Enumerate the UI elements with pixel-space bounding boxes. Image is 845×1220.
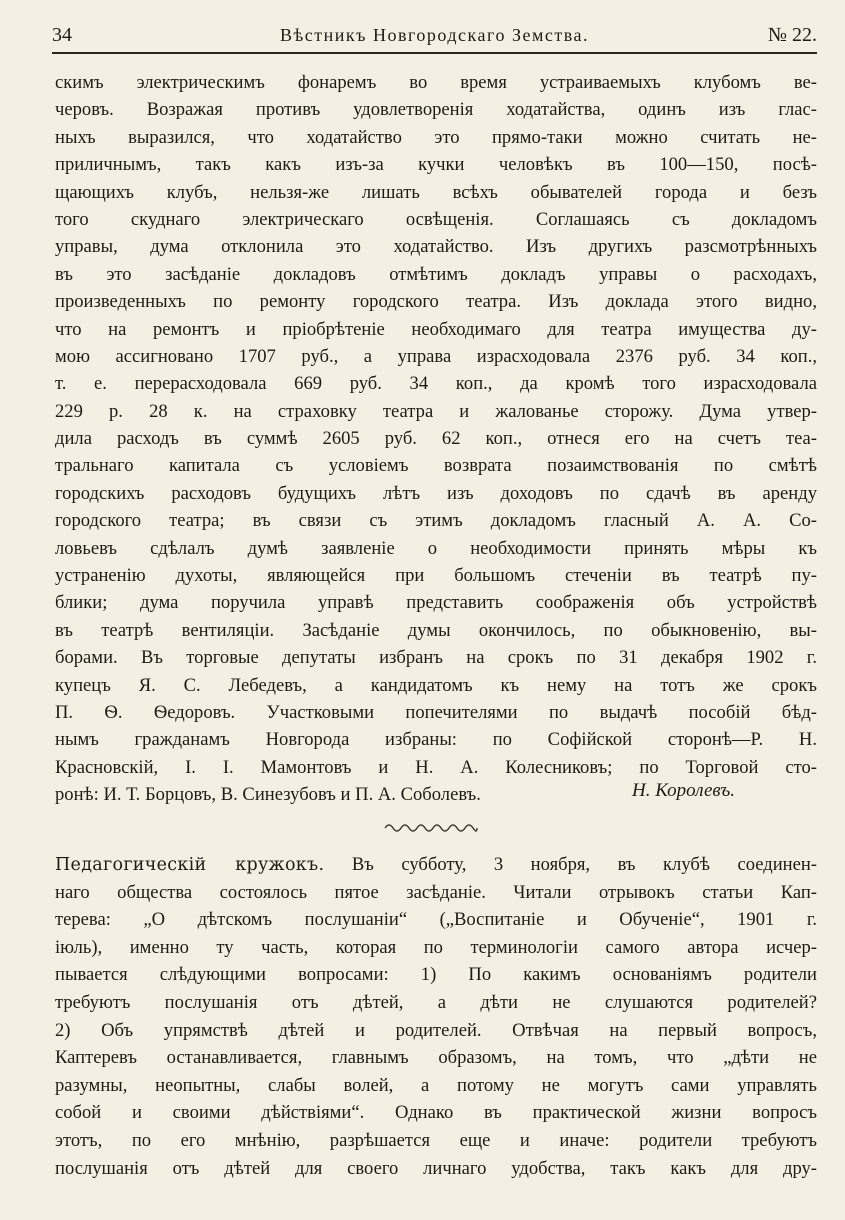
article-body-2-lines [55,879,817,1183]
text-line: ловьевъ сдѣлалъ думѣ заявленіе о необходимости принять мѣры къ [55,537,817,559]
page-header [52,18,817,54]
text-line: т. е. перерасходовала 669 руб. 34 коп., да кромѣ того израсходовала [55,373,817,395]
text-line: борами. Въ торговые депутаты избранъ на срокъ по 31 декабря 1902 г. [55,647,817,669]
text-line: тральнаго капитала съ условіемъ возврата позаимствованія по смѣтѣ [55,455,817,477]
article-body-1 [55,69,817,809]
text-line: скимъ электрическимъ фонаремъ во время устраиваемыхъ клубомъ ве- [55,72,817,93]
text-line: щающихъ клубъ, нельзя-же лишать всѣхъ обывателей города и безъ [55,181,817,203]
text-line: что на ремонтъ и пріобрѣтеніе необходимаго для театра имущества ду- [55,318,817,340]
page-number: 34 [52,24,72,46]
running-title: Вѣстникъ Новгородскаго Земства. [280,25,589,45]
text-line: мою ассигновано 1707 руб., а управа израсходовала 2376 руб. 34 коп., [55,345,817,367]
text-line: ронѣ: И. Т. Борцовъ, В. Синезубовъ и П. А. Соболевъ. [55,784,481,806]
text-line: 2) Объ упрямствѣ дѣтей и родителей. Отвѣчая на первый вопросъ, [55,1019,817,1041]
article-body-2 [55,851,817,1182]
first-line-text: Въ субботу, 3 ноября, въ клубѣ соединен- [351,854,817,875]
text-line: купецъ Я. С. Лебедевъ, а кандидатомъ къ нему на тотъ же срокъ [55,674,817,696]
text-line: управы, дума отклонила это ходатайство. Изъ другихъ разсмотрѣнныхъ [55,236,817,258]
text-line: П. Ѳ. Ѳедоровъ. Участковыми попечителями по выдачѣ пособій бѣд- [55,701,817,723]
text-line: въ это засѣданіе докладовъ отмѣтимъ докладъ управы о расходахъ, [55,263,817,285]
issue-number: № 22. [767,24,817,46]
text-line: пывается слѣдующими вопросами: 1) По какимъ основаніямъ родители [55,964,817,986]
text-line: разумны, неопытны, слабы волей, а потому не могутъ сами управлять [55,1074,817,1096]
text-line: произведенныхъ по ремонту городского театра. Изъ доклада этого видно, [55,291,817,313]
text-line: устраненію духоты, являющейся при большомъ стеченіи въ театрѣ пу- [55,565,817,587]
text-line: городскихъ расходовъ будущихъ лѣтъ изъ доходовъ по сдачѣ въ аренду [55,482,817,504]
author-signature: Н. Королевъ. [632,780,735,801]
paragraph-first-line [55,851,817,879]
text-line: 229 р. 28 к. на страховку театра и жалованье сторожу. Дума утвер- [55,400,817,422]
text-line: въ театрѣ вентиляціи. Засѣданіе думы окончилось, по обыкновенію, вы- [55,619,817,641]
text-line: послушанія отъ дѣтей для своего личнаго удобства, такъ какъ для дру- [55,1157,817,1179]
text-line: ныхъ выразился, что ходатайство это прямо-таки можно считать не- [55,126,817,148]
text-line: наго общества состоялось пятое засѣданіе. Читали отрывокъ статьи Кап- [55,881,817,903]
text-line: блики; дума поручила управѣ представить соображенія объ устройствѣ [55,592,817,614]
text-line: собой и своими дѣйствіями“. Однако въ практической жизни вопросъ [55,1102,817,1124]
text-line: черовъ. Возражая противъ удовлетворенія ходатайства, одинъ изъ глас- [55,99,817,121]
text-line: іюль), именно ту часть, которая по терминологіи самого автора исчер- [55,936,817,958]
ornament-divider [383,822,479,834]
text-line: Каптеревъ останавливается, главнымъ образомъ, на томъ, что „дѣти не [55,1047,817,1069]
text-line: того скуднаго электрическаго освѣщенія. Соглашаясь съ докладомъ [55,208,817,230]
section-heading: Педагогическій кружокъ. [55,855,325,875]
text-line: терева: „О дѣтскомъ послушаніи“ („Воспитаніе и Обученіе“, 1901 г. [55,909,817,931]
text-line: нымъ гражданамъ Новгорода избраны: по Софійской сторонѣ—Р. Н. [55,729,817,751]
text-line: Красновскій, I. I. Мамонтовъ и Н. А. Колесниковъ; по Торговой сто- [55,756,817,778]
text-line: дила расходъ въ суммѣ 2605 руб. 62 коп., отнеся его на счетъ теа- [55,428,817,450]
text-line: этотъ, по его мнѣнію, разрѣшается еще и иначе: родители требуютъ [55,1129,817,1151]
text-line: требуютъ послушанія отъ дѣтей, а дѣти не слушаются родителей? [55,991,817,1013]
text-line: приличнымъ, такъ какъ изъ-за кучки человѣкъ въ 100—150, посѣ- [55,154,817,176]
text-line: городского театра; въ связи съ этимъ докладомъ гласный А. А. Со- [55,510,817,532]
